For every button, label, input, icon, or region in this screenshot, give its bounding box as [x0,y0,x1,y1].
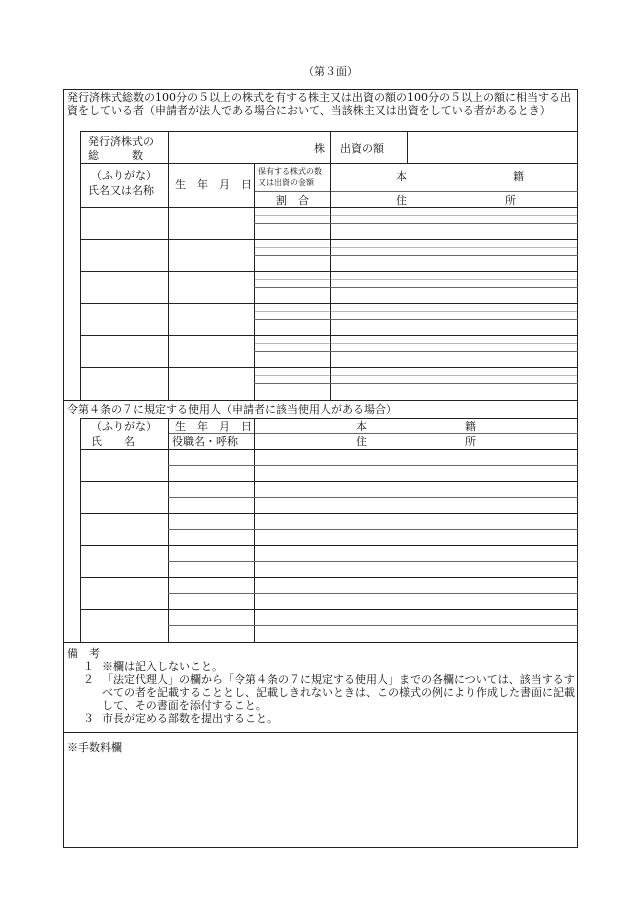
domicile-label: 本 [396,170,407,183]
capital-label: 出資の額 [340,142,384,155]
table-row [80,481,578,482]
emp-domicile-label-2: 籍 [465,420,476,433]
remarks-title: 備 考 [67,647,100,660]
fee-label: ※手数料欄 [67,741,122,754]
total-shares-label-2: 総 数 [88,149,143,162]
emp-furigana-label: （ふりがな） [91,420,157,433]
remark-1-number: １ [83,660,94,673]
emp-domicile-label: 本 [356,420,367,433]
table-row [80,367,578,368]
ratio-label: 割 合 [276,194,309,207]
address-label-2: 所 [505,194,516,207]
name-label: 氏名又は名称 [88,184,154,197]
emp-name-label: 氏 名 [91,435,135,448]
emp-birthdate-label: 生 年 月 日 [175,420,252,433]
remark-3: 市長が定める部数を提出すること。 [102,712,278,725]
holding-label: 保有する株式の数 [258,167,322,176]
table-row [80,513,578,514]
form-frame [63,89,578,848]
emp-address-label-2: 所 [465,435,476,448]
table-row [80,271,578,272]
table-row [80,577,578,578]
remark-2: 「法定代理人」の欄から「令第４条の７に規定する使用人」までの各欄については、該当するすべての者を記載することとし、記載しきれないときは、この様式の例により作成した書面に記載して、その書面を添付すること。 [102,673,575,712]
remark-1: ※欄は記入しないこと。 [102,660,223,673]
table-row [80,303,578,304]
table-row [80,239,578,240]
page-label: （第３面） [303,65,358,78]
domicile-label-2: 籍 [513,170,524,183]
shareholders-heading: 発行済株式総数の100分の５以上の株式を有する株主又は出資の額の100分の５以上の額に相当する出資をしている者（申請者が法人である場合において、当該株主又は出資をしている者があるとき） [67,91,571,117]
total-shares-label: 発行済株式の [88,135,154,148]
emp-address-label: 住 [356,435,367,448]
shares-unit: 株 [314,142,325,155]
remark-2-number: ２ [83,673,94,686]
birthdate-label: 生 年 月 日 [175,178,252,191]
table-row [80,609,578,610]
emp-position-label: 役職名・呼称 [172,435,238,448]
address-label: 住 [396,194,407,207]
table-row [80,545,578,546]
employees-heading: 令第４条の７に規定する使用人（申請者に該当使用人がある場合） [67,403,397,416]
holding-label-2: 又は出資の金額 [258,178,314,187]
table-row [80,335,578,336]
furigana-label: （ふりがな） [91,169,157,182]
remark-3-number: ３ [83,712,94,725]
